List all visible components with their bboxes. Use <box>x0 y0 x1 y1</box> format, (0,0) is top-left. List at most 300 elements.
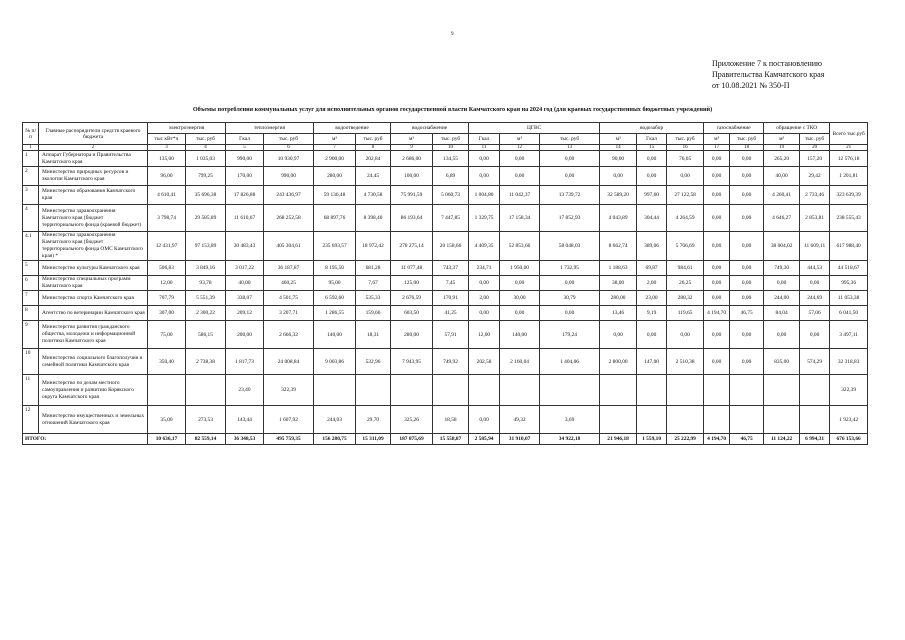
table-cell: 17 826,88 <box>226 186 264 205</box>
row-name: Министерство здравоохранения Камчатского края (бюджет территориального фонда (краевой бюджет) <box>39 205 148 232</box>
table-cell: 35 696,38 <box>186 186 226 205</box>
table-cell: 1 329,75 <box>469 205 500 232</box>
table-cell <box>667 375 704 406</box>
table-cell: 990,00 <box>226 151 264 167</box>
row-name: Министерство образования Камчатского края <box>39 186 148 205</box>
table-cell: 29 585,89 <box>186 205 226 232</box>
table-cell: 18,31 <box>356 321 391 349</box>
table-cell: 0,00 <box>704 186 730 205</box>
table-cell: 57,91 <box>433 321 469 349</box>
table-cell <box>148 375 186 406</box>
total-row <box>23 434 868 445</box>
table-row <box>23 186 868 205</box>
row-number: 4.1 <box>23 232 39 261</box>
table-cell: 0,00 <box>500 276 540 291</box>
table-cell: 26,25 <box>667 276 704 291</box>
unit-header: м³ <box>391 134 433 145</box>
table-cell: 389,06 <box>637 232 667 261</box>
table-cell: 4 409,35 <box>469 232 500 261</box>
header-dhw: ЦГВС <box>469 123 600 134</box>
table-cell <box>433 375 469 406</box>
table-cell: 13 739,72 <box>540 186 600 205</box>
table-cell: 41,25 <box>433 306 469 321</box>
table-cell: 460,25 <box>264 276 314 291</box>
table-cell: 2 853,81 <box>800 205 830 232</box>
row-name: Министерство социального благополучия и семейной политики Камчатского края <box>39 349 148 375</box>
table-cell: 0,00 <box>667 167 704 186</box>
header-total: Всего тыс.руб <box>830 123 868 145</box>
unit-header: тыс. руб <box>667 134 704 145</box>
table-cell: 586,15 <box>186 321 226 349</box>
row-name: Министерство здравоохранения Камчатского края (бюджет территориального фонда ОМС Камчатского края) * <box>39 232 148 261</box>
table-cell: 0,00 <box>704 291 730 306</box>
total-cell: 21 946,18 <box>600 434 637 445</box>
header-sewage: водоотведение <box>314 123 391 134</box>
table-cell: 749,30 <box>764 261 800 276</box>
table-cell: 6 041,50 <box>830 306 868 321</box>
table-cell: 0,00 <box>730 232 764 261</box>
table-cell: 69,87 <box>637 261 667 276</box>
row-number: 7 <box>23 291 39 306</box>
table-cell: 0,00 <box>730 261 764 276</box>
total-cell: 15 558,87 <box>433 434 469 445</box>
table-cell: 4 194,70 <box>704 306 730 321</box>
table-cell <box>637 375 667 406</box>
table-row <box>23 232 868 261</box>
total-cell: 10 636,17 <box>148 434 186 445</box>
table-cell: 0,00 <box>637 321 667 349</box>
unit-header: тыс. руб <box>264 134 314 145</box>
table-cell: 140,00 <box>500 321 540 349</box>
table-cell: 12,00 <box>148 276 186 291</box>
total-cell: 46,75 <box>730 434 764 445</box>
table-cell: 96,00 <box>148 167 186 186</box>
table-row <box>23 151 868 167</box>
column-number: 20 <box>800 145 830 151</box>
table-cell: 0,00 <box>600 167 637 186</box>
table-row <box>23 306 868 321</box>
table-cell: 0,00 <box>764 321 800 349</box>
unit-header: тыс. руб <box>730 134 764 145</box>
table-cell: 234,71 <box>469 261 500 276</box>
table-cell: 143,44 <box>226 406 264 434</box>
table-cell: 0,00 <box>500 306 540 321</box>
unit-header: м³ <box>704 134 730 145</box>
table-cell: 12 576,18 <box>830 151 868 167</box>
total-label: ИТОГО: <box>23 434 148 445</box>
table-cell: 0,00 <box>704 205 730 232</box>
column-number: 10 <box>433 145 469 151</box>
table-cell: 1 923,42 <box>830 406 868 434</box>
table-cell <box>469 375 500 406</box>
table-cell: 2 733,46 <box>800 186 830 205</box>
table-cell: 1 188,63 <box>600 261 637 276</box>
table-cell: 3 798,74 <box>148 205 186 232</box>
table-cell: 338,07 <box>226 291 264 306</box>
row-number: 5 <box>23 261 39 276</box>
table-cell: 532,96 <box>356 349 391 375</box>
table-cell <box>356 375 391 406</box>
column-number: 13 <box>540 145 600 151</box>
table-cell: 32 589,20 <box>600 186 637 205</box>
table-row <box>23 321 868 349</box>
header-water: водоснабжение <box>391 123 469 134</box>
row-number: 2 <box>23 167 39 186</box>
total-cell: 187 875,69 <box>391 434 433 445</box>
table-cell: 2 300,22 <box>186 306 226 321</box>
row-name: Министерство специальных программ Камчатского края <box>39 276 148 291</box>
table-cell: 0,00 <box>704 261 730 276</box>
table-cell: 0,00 <box>704 167 730 186</box>
table-cell: 0,00 <box>704 276 730 291</box>
group-header-row <box>23 123 868 134</box>
total-cell: 11 124,22 <box>764 434 800 445</box>
unit-header: м³ <box>314 134 356 145</box>
unit-header: Гкал <box>226 134 264 145</box>
table-cell: 603,50 <box>391 306 433 321</box>
table-cell: 2 686,00 <box>391 151 433 167</box>
column-number: 9 <box>391 145 433 151</box>
table-cell: 2,00 <box>637 276 667 291</box>
row-number: 10 <box>23 349 39 375</box>
table-cell: 0,00 <box>704 349 730 375</box>
table-cell <box>800 375 830 406</box>
table-cell: 304,44 <box>637 205 667 232</box>
table-cell: 0,00 <box>800 276 830 291</box>
table-cell: 2 800,00 <box>600 349 637 375</box>
table-cell: 0,00 <box>704 321 730 349</box>
table-cell: 535,33 <box>356 291 391 306</box>
table-cell: 12,00 <box>469 321 500 349</box>
table-cell: 9,19 <box>637 306 667 321</box>
table-cell: 95,00 <box>314 276 356 291</box>
table-row <box>23 349 868 375</box>
table-cell: 170,00 <box>226 167 264 186</box>
table-cell <box>704 406 730 434</box>
table-cell <box>540 375 600 406</box>
table-cell: 135,00 <box>148 151 186 167</box>
table-cell: 30,79 <box>540 291 600 306</box>
row-number: 6 <box>23 276 39 291</box>
document-title: Объемы потребления коммунальных услуг для исполнительных органов государственной власти Камчатского края на 2024 год (для краевых государственных бюджетных учреждений) <box>192 106 713 113</box>
table-cell: 681,28 <box>356 261 391 276</box>
table-cell: 4 264,59 <box>667 205 704 232</box>
table-cell: 617 988,40 <box>830 232 868 261</box>
table-cell: 35,00 <box>148 406 186 434</box>
table-cell: 93,78 <box>186 276 226 291</box>
table-cell: 288,32 <box>667 291 704 306</box>
table-cell: 40,00 <box>226 276 264 291</box>
table-cell: 799,25 <box>186 167 226 186</box>
row-name: Министерство спорта Камчатского края <box>39 291 148 306</box>
table-cell: 0,00 <box>469 276 500 291</box>
column-number: 7 <box>314 145 356 151</box>
table-cell <box>500 375 540 406</box>
unit-header: тыс. руб <box>356 134 391 145</box>
row-name: Министерство имущественных и земельных отношений Камчатского края <box>39 406 148 434</box>
table-cell: 202,58 <box>469 349 500 375</box>
table-cell: 11 053,38 <box>830 291 868 306</box>
table-cell: 170,91 <box>433 291 469 306</box>
table-cell: 0,00 <box>667 321 704 349</box>
row-number: 8 <box>23 306 39 321</box>
table-cell: 2,00 <box>469 291 500 306</box>
table-cell: 1 286,55 <box>314 306 356 321</box>
column-number: 12 <box>500 145 540 151</box>
total-cell: 676 153,66 <box>830 434 868 445</box>
total-cell: 36 348,53 <box>226 434 264 445</box>
table-cell: 140,00 <box>314 321 356 349</box>
table-cell: 32 318,83 <box>830 349 868 375</box>
appendix-line-3: от 10.08.2021 № 350-П <box>712 81 790 90</box>
total-cell: 2 585,94 <box>469 434 500 445</box>
header-water-supply: водозабор <box>600 123 704 134</box>
consumption-table <box>22 122 868 445</box>
table-cell: 18,58 <box>433 406 469 434</box>
table-cell: 4 043,89 <box>600 205 637 232</box>
table-cell: 157,20 <box>800 151 830 167</box>
table-cell: 244,69 <box>800 291 830 306</box>
table-cell: 147,00 <box>637 349 667 375</box>
table-cell: 0,00 <box>800 321 830 349</box>
column-number: 2 <box>39 145 148 151</box>
table-cell <box>704 375 730 406</box>
table-cell: 13,46 <box>600 306 637 321</box>
table-cell: 322,39 <box>264 375 314 406</box>
unit-header: Гкал <box>469 134 500 145</box>
table-cell: 52 853,66 <box>500 232 540 261</box>
table-cell: 273,53 <box>186 406 226 434</box>
table-cell: 244,03 <box>314 406 356 434</box>
table-cell: 3 497,11 <box>830 321 868 349</box>
row-name: Агентство по ветеринарии Камчатского края <box>39 306 148 321</box>
table-cell: 243 436,97 <box>264 186 314 205</box>
column-number: 4 <box>186 145 226 151</box>
table-cell: 707,79 <box>148 291 186 306</box>
table-cell: 90,00 <box>600 151 637 167</box>
table-cell: 1 035,03 <box>186 151 226 167</box>
column-number: 1 <box>23 145 39 151</box>
table-cell: 0,00 <box>469 306 500 321</box>
table-cell: 238 555,43 <box>830 205 868 232</box>
table-cell: 0,00 <box>730 276 764 291</box>
table-cell: 4 730,58 <box>356 186 391 205</box>
table-cell: 68 897,76 <box>314 205 356 232</box>
appendix-line-1: Приложение 7 к постановлению <box>712 59 823 68</box>
table-cell: 280,00 <box>391 321 433 349</box>
table-cell <box>730 375 764 406</box>
table-cell <box>600 375 637 406</box>
column-number: 15 <box>637 145 667 151</box>
table-cell: 270 275,14 <box>391 232 433 261</box>
table-cell <box>391 375 433 406</box>
table-cell: 405 304,61 <box>264 232 314 261</box>
table-cell: 10 930,97 <box>264 151 314 167</box>
row-name: Аппарат Губернатора и Правительства Камчатского края <box>39 151 148 167</box>
unit-header: м³ <box>500 134 540 145</box>
table-cell: 29,42 <box>800 167 830 186</box>
table-cell: 8 195,50 <box>314 261 356 276</box>
table-cell: 1 817,73 <box>226 349 264 375</box>
column-number: 3 <box>148 145 186 151</box>
table-cell: 3 849,16 <box>186 261 226 276</box>
table-cell: 7,67 <box>356 276 391 291</box>
table-cell: 506,83 <box>148 261 186 276</box>
table-cell: 749,92 <box>433 349 469 375</box>
table-cell: 4 646,27 <box>764 205 800 232</box>
table-cell: 84,04 <box>764 306 800 321</box>
table-cell: 280,00 <box>600 291 637 306</box>
table-cell: 1 950,00 <box>500 261 540 276</box>
table-cell: 23,00 <box>637 291 667 306</box>
unit-header-row <box>23 134 868 145</box>
header-electricity: электроэнергия <box>148 123 226 134</box>
table-cell: 0,00 <box>704 151 730 167</box>
table-cell: 307,00 <box>148 306 186 321</box>
table-cell: 244,00 <box>764 291 800 306</box>
column-number: 8 <box>356 145 391 151</box>
table-cell: 24,45 <box>356 167 391 186</box>
table-row <box>23 205 868 232</box>
table-cell: 0,00 <box>469 406 500 434</box>
column-number: 11 <box>469 145 500 151</box>
table-cell <box>314 375 356 406</box>
table-cell: 6,89 <box>433 167 469 186</box>
table-cell: 6 592,60 <box>314 291 356 306</box>
table-cell: 268 252,58 <box>264 205 314 232</box>
table-cell: 200,00 <box>226 321 264 349</box>
row-name: Министерство культуры Камчатского края <box>39 261 148 276</box>
table-cell: 29,70 <box>356 406 391 434</box>
table-cell <box>600 406 637 434</box>
unit-header: тыс. руб <box>433 134 469 145</box>
total-cell: 156 280,75 <box>314 434 356 445</box>
row-number: 11 <box>23 375 39 406</box>
table-cell: 11 042,37 <box>500 186 540 205</box>
unit-header: тыс. руб <box>540 134 600 145</box>
table-cell: 86 193,64 <box>391 205 433 232</box>
table-cell <box>667 406 704 434</box>
row-name: Министерство развития гражданского общества, молодежи и информационной политики Камчатского края <box>39 321 148 349</box>
table-cell <box>637 406 667 434</box>
table-cell: 1 004,80 <box>469 186 500 205</box>
table-cell: 3 017,22 <box>226 261 264 276</box>
table-cell: 24 008,84 <box>264 349 314 375</box>
table-cell: 743,37 <box>433 261 469 276</box>
row-number: 3 <box>23 186 39 205</box>
unit-header: тыс кВт*ч <box>148 134 186 145</box>
table-cell: 4 501,75 <box>264 291 314 306</box>
unit-header: м³ <box>600 134 637 145</box>
table-cell <box>764 406 800 434</box>
header-heat: теплоэнергия <box>226 123 314 134</box>
table-cell: 8 662,74 <box>600 232 637 261</box>
table-cell: 2 738,38 <box>186 349 226 375</box>
table-row <box>23 261 868 276</box>
table-cell: 0,00 <box>540 306 600 321</box>
table-cell: 0,00 <box>637 167 667 186</box>
table-cell: 323 639,39 <box>830 186 868 205</box>
table-cell: 995,36 <box>830 276 868 291</box>
table-cell: 4 610,41 <box>148 186 186 205</box>
table-cell: 119,65 <box>667 306 704 321</box>
table-cell: 30,00 <box>500 291 540 306</box>
table-cell: 1 732,95 <box>540 261 600 276</box>
table-cell: 18 972,42 <box>356 232 391 261</box>
table-cell: 0,00 <box>704 232 730 261</box>
table-cell: 38,00 <box>600 276 637 291</box>
table-row <box>23 276 868 291</box>
table-cell: 0,00 <box>540 167 600 186</box>
total-cell: 31 910,07 <box>500 434 540 445</box>
table-cell: 38 004,02 <box>764 232 800 261</box>
table-cell: 0,00 <box>730 321 764 349</box>
table-cell: 0,00 <box>469 167 500 186</box>
table-cell: 2 160,04 <box>500 349 540 375</box>
table-cell: 1 607,92 <box>264 406 314 434</box>
table-cell: 159,66 <box>356 306 391 321</box>
table-cell: 40,00 <box>764 167 800 186</box>
table-cell: 990,00 <box>264 167 314 186</box>
unit-header: тыс. руб <box>186 134 226 145</box>
table-cell: 350,40 <box>148 349 186 375</box>
table-cell: 8 398,40 <box>356 205 391 232</box>
table-cell: 202,84 <box>356 151 391 167</box>
table-cell: 0,00 <box>730 167 764 186</box>
table-cell: 2 666,32 <box>264 321 314 349</box>
table-cell: 17 852,93 <box>540 205 600 232</box>
table-cell: 30 483,43 <box>226 232 264 261</box>
total-cell: 25 222,99 <box>667 434 704 445</box>
table-cell: 2 510,38 <box>667 349 704 375</box>
table-cell: 1 404,06 <box>540 349 600 375</box>
table-cell: 0,00 <box>540 151 600 167</box>
table-cell: 44 518,67 <box>830 261 868 276</box>
column-number: 19 <box>764 145 800 151</box>
column-number: 5 <box>226 145 264 151</box>
table-cell: 97 153,89 <box>186 232 226 261</box>
table-cell: 0,00 <box>540 276 600 291</box>
column-number: 21 <box>830 145 868 151</box>
table-cell: 0,00 <box>637 151 667 167</box>
total-cell: 15 311,09 <box>356 434 391 445</box>
unit-header: Гкал <box>637 134 667 145</box>
table-cell: 835,00 <box>764 349 800 375</box>
page-number: 9 <box>451 32 454 37</box>
table-cell: 235 693,57 <box>314 232 356 261</box>
table-cell: 5 551,39 <box>186 291 226 306</box>
header-num: № п/п <box>23 123 39 145</box>
table-cell: 325,26 <box>391 406 433 434</box>
table-cell: 59 136,48 <box>314 186 356 205</box>
header-gas: газоснабжение <box>704 123 764 134</box>
table-cell: 444,53 <box>800 261 830 276</box>
table-cell: 23,40 <box>226 375 264 406</box>
table-cell: 322,39 <box>830 375 868 406</box>
table-cell: 46,75 <box>730 306 764 321</box>
table-cell: 0,00 <box>500 151 540 167</box>
table-cell: 36 187,87 <box>264 261 314 276</box>
table-cell: 49,32 <box>500 406 540 434</box>
table-cell: 76,05 <box>667 151 704 167</box>
row-number: 1 <box>23 151 39 167</box>
table-cell: 27 122,58 <box>667 186 704 205</box>
table-cell: 3 207,71 <box>264 306 314 321</box>
table-cell: 11 609,11 <box>800 232 830 261</box>
table-cell <box>764 375 800 406</box>
total-cell: 495 759,35 <box>264 434 314 445</box>
row-name: Министерство природных ресурсов и экологии Камчатского края <box>39 167 148 186</box>
